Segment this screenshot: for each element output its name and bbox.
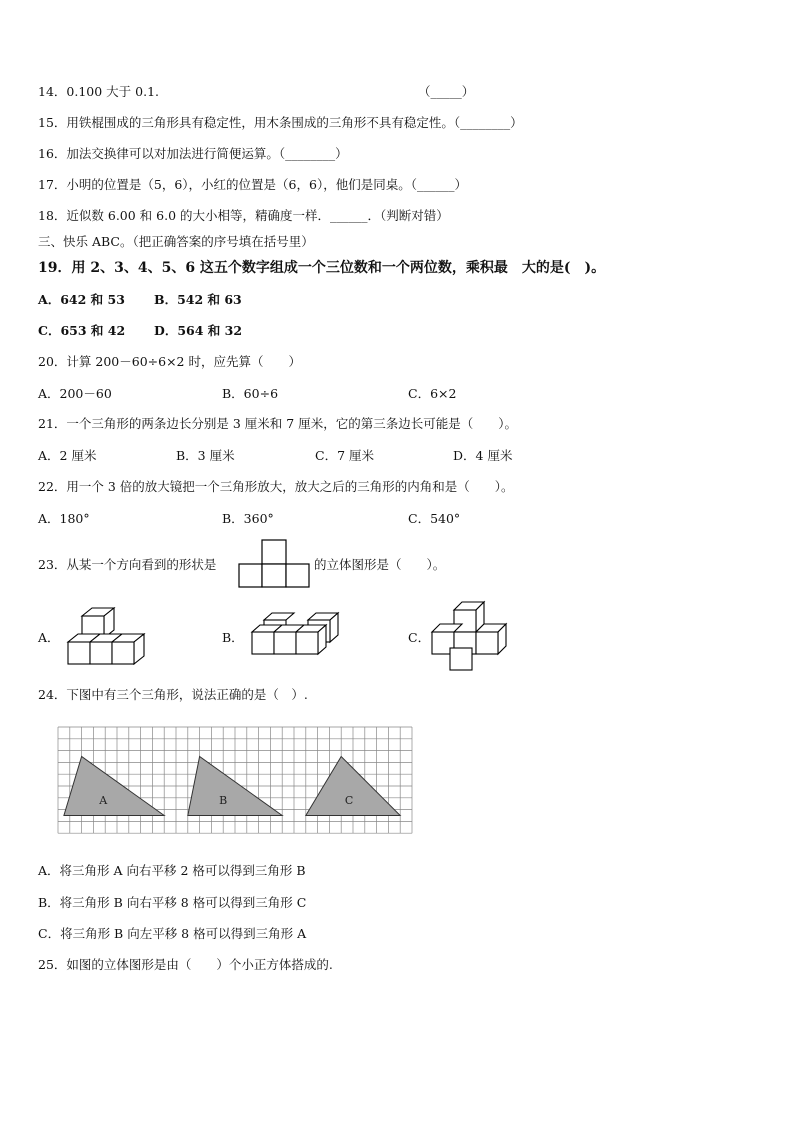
triangle-b-label: B — [219, 793, 228, 807]
question-23-tail: 的立体图形是（ ）。 — [314, 557, 446, 572]
triangle-c-label: C — [344, 793, 354, 807]
q20-option-b[interactable]: B．60÷6 — [222, 386, 279, 401]
section-heading-3: 三、快乐 ABC。（把正确答案的序号填在括号里） — [38, 234, 314, 249]
question-18: 18．近似数 6.00 和 6.0 的大小相等，精确度一样．______．（判断对错） — [38, 208, 449, 223]
answer-blank-14[interactable]: （_____） — [418, 84, 475, 99]
question-14: 14．0.100 大于 0.1. — [38, 84, 159, 99]
question-15: 15．用铁棍围成的三角形具有稳定性，用木条围成的三角形不具有稳定性。（________） — [38, 115, 523, 130]
q21-option-a[interactable]: A．2 厘米 — [38, 448, 97, 463]
question-20: 20．计算 200－60÷6×2 时，应先算（ ） — [38, 354, 301, 369]
view-shape-figure — [238, 539, 312, 589]
q19-option-c[interactable]: C．653 和 42 — [38, 323, 126, 338]
q21-option-b[interactable]: B．3 厘米 — [176, 448, 235, 463]
q22-option-c[interactable]: C．540° — [408, 511, 461, 526]
q21-option-d[interactable]: D．4 厘米 — [453, 448, 513, 463]
q23-option-a-figure[interactable] — [64, 604, 156, 668]
q21-option-c[interactable]: C．7 厘米 — [315, 448, 374, 463]
q23-option-c[interactable]: C． — [408, 630, 431, 645]
q24-option-b[interactable]: B．将三角形 B 向右平移 8 格可以得到三角形 C — [38, 895, 307, 910]
q24-option-c[interactable]: C．将三角形 B 向左平移 8 格可以得到三角形 A — [38, 926, 307, 941]
triangle-grid-figure — [58, 727, 414, 831]
q20-option-a[interactable]: A．200－60 — [38, 386, 112, 401]
q24-option-a[interactable]: A．将三角形 A 向右平移 2 格可以得到三角形 B — [38, 863, 306, 878]
q23-option-a[interactable]: A． — [38, 630, 60, 645]
question-16: 16．加法交换律可以对加法进行简便运算。（________） — [38, 146, 348, 161]
q19-option-a[interactable]: A．642 和 53 — [38, 292, 125, 307]
question-23-lead: 23．从某一个方向看到的形状是 — [38, 557, 217, 572]
question-21: 21．一个三角形的两条边长分别是 3 厘米和 7 厘米，它的第三条边长可能是（ ）。 — [38, 416, 517, 431]
q23-option-b[interactable]: B． — [222, 630, 244, 645]
q23-option-c-figure[interactable] — [430, 600, 514, 674]
question-17: 17．小明的位置是（5，6），小红的位置是（6，6），他们是同桌。（______） — [38, 177, 467, 192]
q19-option-b[interactable]: B．542 和 63 — [154, 292, 242, 307]
question-24: 24．下图中有三个三角形，说法正确的是（ ）. — [38, 687, 308, 702]
q22-option-b[interactable]: B．360° — [222, 511, 274, 526]
q23-option-b-figure[interactable] — [250, 610, 346, 664]
triangle-a-label: A — [99, 793, 108, 807]
q22-option-a[interactable]: A．180° — [38, 511, 90, 526]
question-22: 22．用一个 3 倍的放大镜把一个三角形放大，放大之后的三角形的内角和是（ ）。 — [38, 479, 514, 494]
q20-option-c[interactable]: C．6×2 — [408, 386, 457, 401]
q19-option-d[interactable]: D．564 和 32 — [154, 323, 243, 338]
question-25: 25．如图的立体图形是由（ ）个小正方体搭成的. — [38, 957, 333, 972]
question-19: 19．用 2、3、4、5、6 这五个数字组成一个三位数和一个两位数，乘积最 大的是( )。 — [38, 260, 606, 276]
